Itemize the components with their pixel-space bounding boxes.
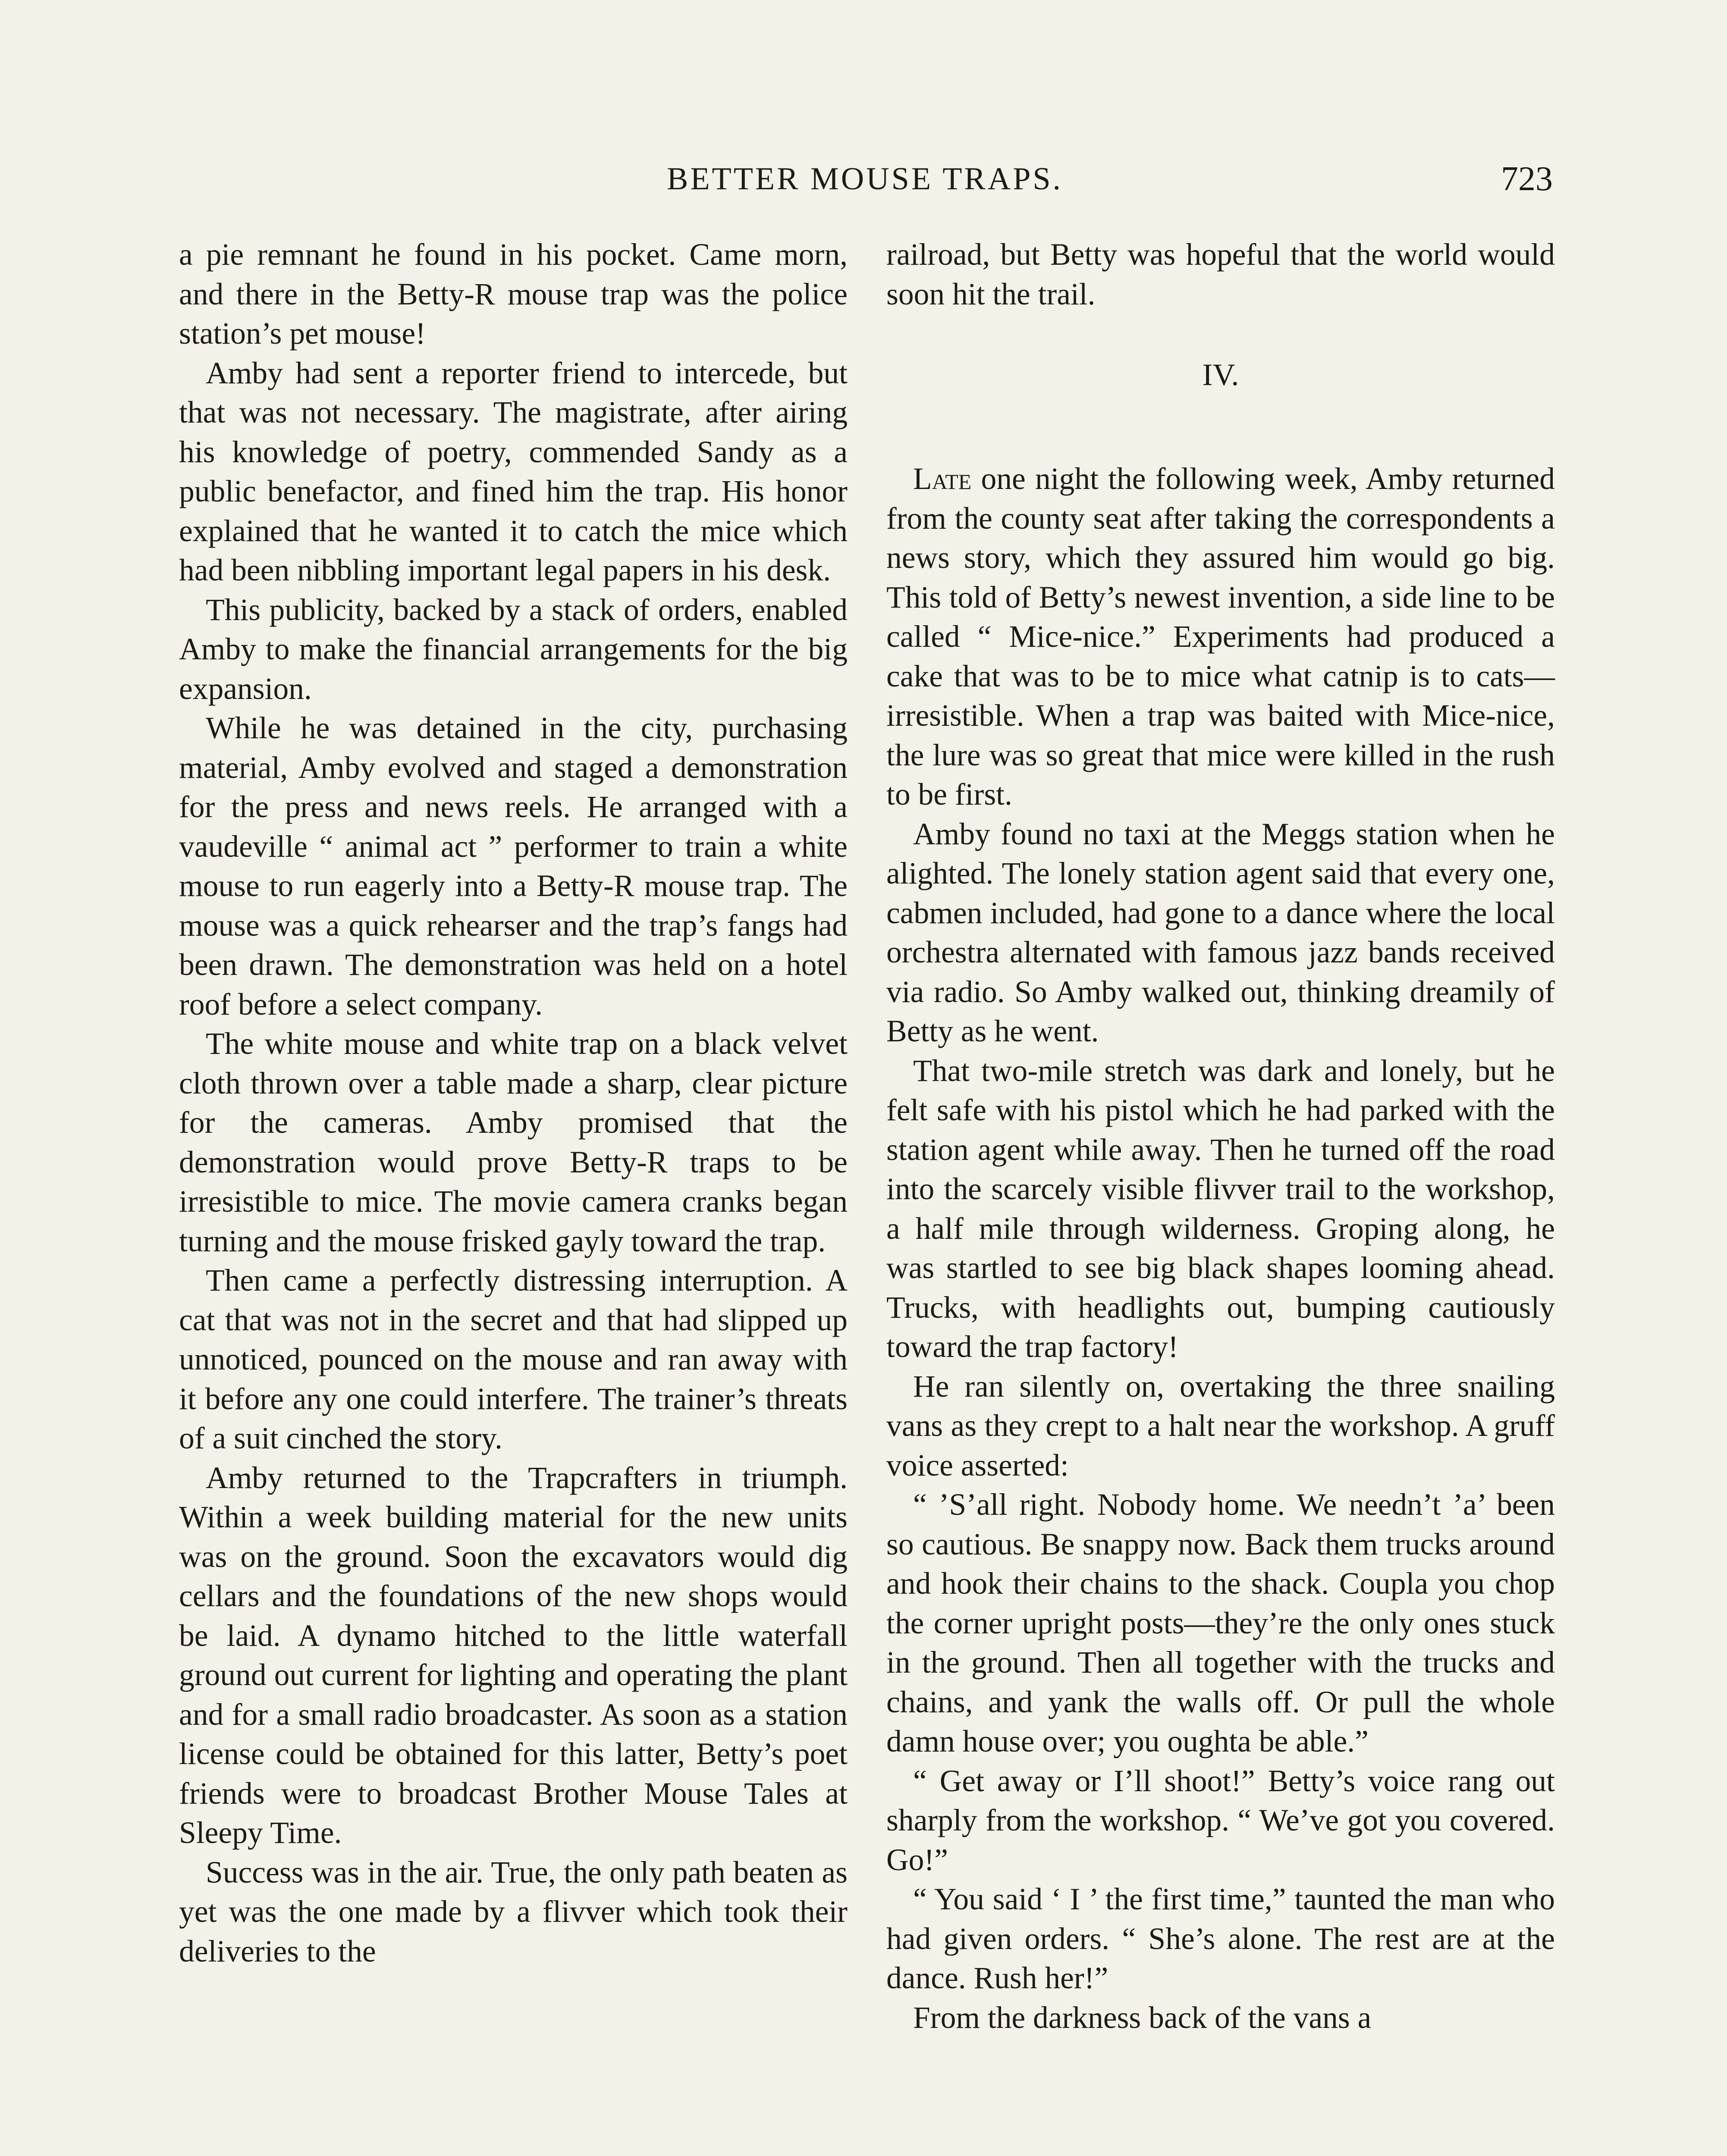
paragraph: a pie remnant he found in his pocket. Came morn, and there in the Betty-R mouse trap was the police station’s pet mouse! — [179, 238, 848, 351]
left-column — [179, 235, 848, 1971]
page-header — [177, 155, 1553, 203]
paragraph: Amby had sent a reporter friend to intercede, but that was not necessary. The magistrate, after airing his knowledge of poetry, commended Sandy as a public benefactor, and fined him the trap. His honor explained that he wanted it to catch the mice which had been nibbling important legal papers in his desk. — [179, 356, 848, 587]
running-title: BETTER MOUSE TRAPS. — [666, 161, 1063, 197]
paragraph: That two-mile stretch was dark and lonely, but he felt safe with his pistol which he had parked with the station agent while away. Then he turned off the road into the scarcely visible flivver trail to the workshop, a half mile through wilderness. Groping along, he was startled to see big black shapes looming ahead. Trucks, with headlights out, bumping cautiously toward the trap factory! — [886, 1053, 1555, 1364]
paragraph: Amby found no taxi at the Meggs station when he alighted. The lonely station agent said that every one, cabmen included, had gone to a dance where the local orchestra alternated with famous jazz bands received via radio. So Amby walked out, thinking dreamily of Betty as he went. — [886, 817, 1555, 1048]
paragraph: Success was in the air. True, the only path beaten as yet was the one made by a flivver which took their deliveries to the — [179, 1855, 848, 1968]
paragraph-text: one night the following week, Amby returned from the county seat after taking the correspondents a news story, which they assured him would go big. This told of Betty’s newest invention, a side line to be called “ Mice-nice.” Experiments had produced a cake that was to be to mice what catnip is to cats—irresistible. When a trap was baited with Mice-nice, the lure was so great that mice were killed in the rush to be first. — [886, 462, 1555, 812]
paragraph: This publicity, backed by a stack of orders, enabled Amby to make the financial arrangements for the big expansion. — [179, 592, 848, 706]
paragraph: He ran silently on, overtaking the three snailing vans as they crept to a halt near the workshop. A gruff voice asserted: — [886, 1369, 1555, 1482]
paragraph: Then came a perfectly distressing interruption. A cat that was not in the secret and that had slipped up unnoticed, pounced on the mouse and ran away with it before any one could interfere. The trainer’s threats of a suit cinched the story. — [179, 1263, 848, 1455]
paragraph — [886, 459, 1555, 815]
paragraph: From the darkness back of the vans a — [913, 2000, 1372, 2035]
paragraph: “ You said ‘ I ’ the first time,” taunted the man who had given orders. “ She’s alone. The rest are at the dance. Rush her!” — [886, 1882, 1555, 1995]
paragraph: railroad, but Betty was hopeful that the world would soon hit the trail. — [886, 238, 1555, 311]
paragraph: The white mouse and white trap on a black velvet cloth thrown over a table made a sharp, clear picture for the cameras. Amby promised that the demonstration would prove Betty-R traps to be irresistible to mice. The movie camera cranks began turning and the mouse frisked gayly toward the trap. — [179, 1027, 848, 1258]
paragraph: Amby returned to the Trapcrafters in triumph. Within a week building material for the new units was on the ground. Soon the excavators would dig cellars and the foundations of the new shops would be laid. A dynamo hitched to the little waterfall ground out current for lighting and operating the plant and for a small radio broadcaster. As soon as a station license could be obtained for this latter, Betty’s poet friends were to broadcast Brother Mouse Tales at Sleepy Time. — [179, 1460, 848, 1850]
page-number: 723 — [1501, 160, 1553, 198]
section-number: IV. — [1202, 357, 1239, 392]
paragraph: While he was detained in the city, purchasing material, Amby evolved and staged a demonstration for the press and news reels. He arranged with a vaudeville “ animal act ” performer to train a white mouse to run eagerly into a Betty-R mouse trap. The mouse was a quick rehearser and the trap’s fangs had been drawn. The demonstration was held on a hotel roof before a select company. — [179, 711, 848, 1022]
lead-in-word: Late — [913, 462, 972, 496]
paragraph: “ Get away or I’ll shoot!” Betty’s voice rang out sharply from the workshop. “ We’ve got you covered. Go!” — [886, 1764, 1555, 1877]
paragraph: “ ’S’all right. Nobody home. We needn’t ’a’ been so cautious. Be snappy now. Back them trucks around and hook their chains to the shack. Coupla you chop the corner upright posts—they’re the only ones stuck in the ground. Then all together with the trucks and chains, and yank the walls off. Or pull the whole damn house over; you oughta be able.” — [886, 1488, 1555, 1758]
right-column — [886, 235, 1555, 2037]
